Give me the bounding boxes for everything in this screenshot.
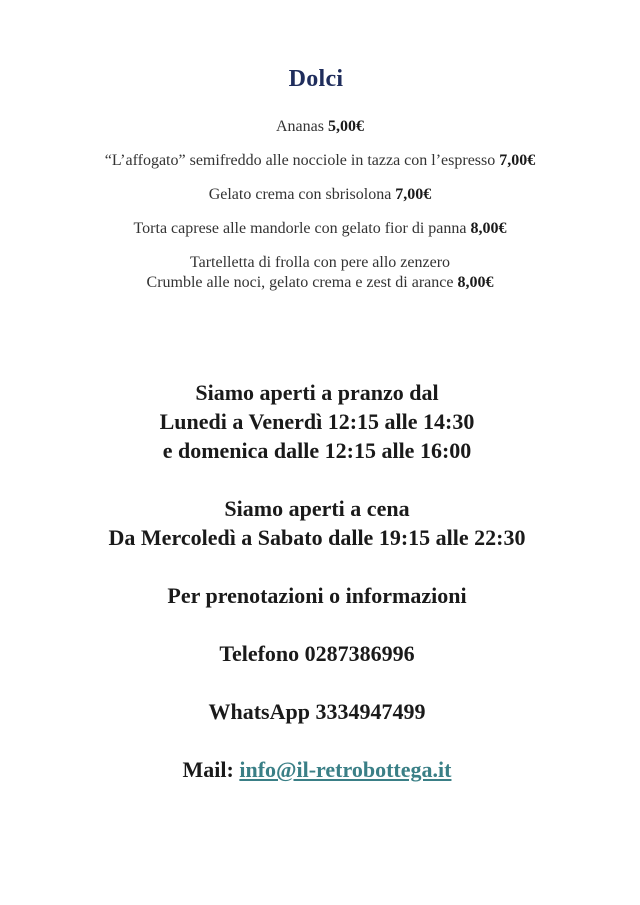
booking-heading: Per prenotazioni o informazioni [167,583,467,608]
menu-item-price: 7,00€ [395,186,432,203]
dinner-hours-line: Da Mercoledì a Sabato dalle 19:15 alle 22:30 [108,525,526,550]
menu-item-name: Torta caprese alle mandorle con gelato fior di panna [133,220,471,237]
menu-item-name: Gelato crema con sbrisolona [208,186,396,203]
menu-item-multiline [0,253,640,273]
dessert-menu [0,117,640,293]
spacer [0,610,634,639]
spacer [0,552,634,581]
menu-item-name-line1: Tartelletta di frolla con pere allo zenzero [189,254,451,271]
menu-item-name-line2: Crumble alle noci, gelato crema e zest di arance [146,274,458,291]
mail-link[interactable]: info@il-retrobottega.it [239,757,452,782]
whatsapp-line: WhatsApp 3334947499 [208,699,426,724]
menu-item [0,151,640,171]
menu-item-price: 8,00€ [470,220,507,237]
menu-item [0,185,640,205]
menu-item-price: 8,00€ [457,274,494,291]
menu-item-name: “L’affogato” semifreddo alle nocciole in tazza con l’espresso [104,152,500,169]
spacer [0,726,634,755]
lunch-hours-line: e domenica dalle 12:15 alle 16:00 [162,438,472,463]
menu-item-name: Ananas [276,118,328,135]
menu-item [0,219,640,239]
menu-item [0,117,640,137]
spacer [0,465,634,494]
mail-line [0,755,634,784]
menu-item-price: 7,00€ [499,152,536,169]
lunch-hours-line: Lunedi a Venerdì 12:15 alle 14:30 [159,409,475,434]
menu-item-price: 5,00€ [327,118,364,135]
menu-item-multiline-second [0,273,640,293]
spacer [0,668,634,697]
opening-info [0,378,634,784]
phone-line: Telefono 0287386996 [219,641,415,666]
lunch-hours-line: Siamo aperti a pranzo dal [195,380,439,405]
section-title: Dolci [288,66,344,92]
dinner-hours-line: Siamo aperti a cena [224,496,410,521]
mail-label: Mail: [182,757,240,782]
